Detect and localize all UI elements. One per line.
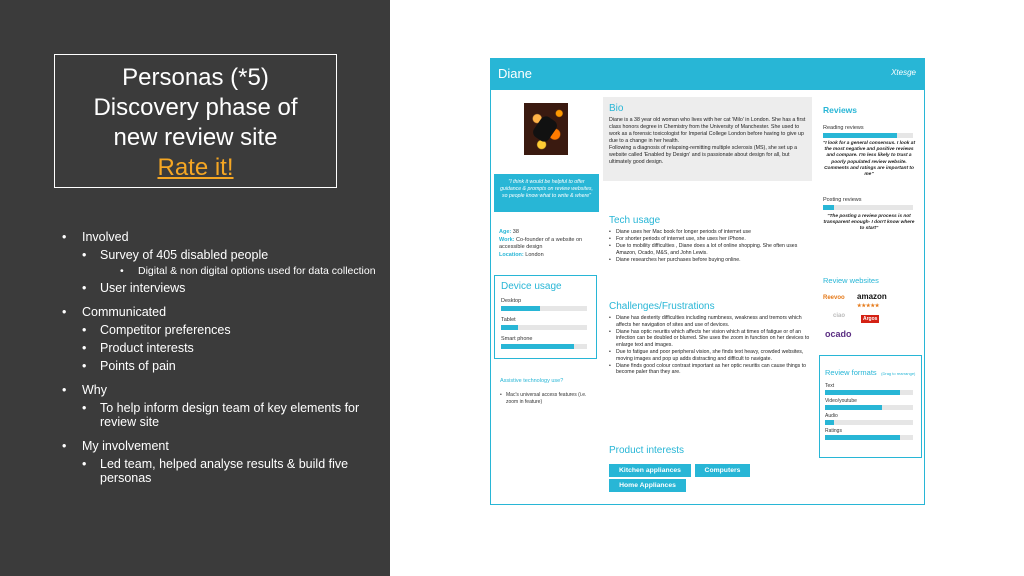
amazon-logo: amazon xyxy=(857,292,887,301)
bio-paragraph-1: Diane is a 38 year old woman who lives with her cat 'Milo' in London. She has a first class honors degree in Chemistry from the University of Manchester. She used to work as a forensic toxicologist for Imperial College London before having to give up due to a change in her health. xyxy=(609,117,806,144)
assistive-item: • Mac's universal access features (i.e. zoom in feature) xyxy=(500,392,600,405)
review-websites-title: Review websites xyxy=(823,276,879,285)
bullet-communicated: • Communicated xyxy=(62,305,382,319)
bullet-survey: • Survey of 405 disabled people xyxy=(62,248,382,262)
reevoo-logo: Reevoo xyxy=(823,295,845,301)
reading-reviews-quote: "I look for a general consensus. I look at the most negative and positive reviews and compare. I'm less likely to trust a poorly populated review website. Comments and ratings are important to me" xyxy=(822,141,916,178)
brand-logo: Xtesge xyxy=(891,68,916,77)
challenge-item: • Diane finds good colour contrast important as her optic neuritis can cause things to become paler than they are. xyxy=(609,363,814,376)
device-usage-box xyxy=(494,275,597,359)
device-fill-desktop xyxy=(501,306,540,311)
work-label: Work: xyxy=(499,236,515,243)
device-usage-title: Device usage xyxy=(501,281,562,292)
format-fill-text xyxy=(825,390,900,395)
tech-item: • Due to mobility difficulties , Diane does a lot of online shopping. She often uses Amazon, Ocado, M&S, and John Lewis. xyxy=(609,243,814,256)
tech-item: • Diane uses her Mac book for longer periods of internet use xyxy=(609,229,814,236)
format-label-audio: Audio xyxy=(825,413,838,419)
challenge-item: • Due to fatigue and poor peripheral vision, she finds text heavy, crowded websites, moving images and pop up adds distracting and difficult to navigate. xyxy=(609,349,814,362)
persona-card xyxy=(490,58,925,505)
posting-reviews-label: Posting reviews xyxy=(823,197,862,203)
challenges-list xyxy=(609,315,814,376)
location-value: London xyxy=(525,251,544,258)
format-bar-ratings[interactable] xyxy=(825,435,913,440)
bio-paragraph-2: Following a diagnosis of relapsing-remitting multiple sclerosis (MS), she set up a website called 'Enabled by Design' and is passionate about design for all, but ultimately good design. xyxy=(609,145,798,165)
location-label: Location: xyxy=(499,251,524,258)
age-value: 38 xyxy=(512,229,519,235)
device-fill-smartphone xyxy=(501,344,574,349)
persona-photo xyxy=(524,103,568,155)
device-fill-tablet xyxy=(501,325,518,330)
reading-reviews-bar xyxy=(823,133,913,138)
review-formats-title: Review formats xyxy=(825,368,877,377)
bullet-involved: • Involved xyxy=(62,230,382,244)
bullet-digital: • Digital & non digital options used for data collection xyxy=(62,265,382,277)
bullet-inform: • To help inform design team of key elements for review site xyxy=(62,401,382,429)
device-label-tablet: Tablet xyxy=(501,317,516,323)
challenge-item: • Diane has optic neuritis which affects her vision which at times of fatigue or of an infection can be doubled or blurred. She uses the zoom in function on her devices to enlarge text and images. xyxy=(609,329,814,349)
review-formats-box xyxy=(819,355,922,458)
review-formats-sub: (Drag to rearrange) xyxy=(881,371,916,376)
bullet-pain: • Points of pain xyxy=(62,359,382,373)
device-bar-tablet xyxy=(501,325,587,330)
reviews-title: Reviews xyxy=(823,105,858,115)
assistive-title: Assistive technology use? xyxy=(500,378,564,384)
product-interests-title: Product interests xyxy=(609,445,685,456)
title-line-2: Discovery phase of xyxy=(93,94,298,121)
stars-logo: ★★★★★ xyxy=(857,303,880,309)
device-bar-smartphone xyxy=(501,344,587,349)
bio-box xyxy=(603,97,812,181)
posting-reviews-bar xyxy=(823,205,913,210)
format-label-video: Video/youtube xyxy=(825,398,857,404)
format-bar-audio[interactable] xyxy=(825,420,913,425)
device-bar-desktop xyxy=(501,306,587,311)
bullet-why: • Why xyxy=(62,383,382,397)
format-fill-video xyxy=(825,405,882,410)
persona-quote: "I think it would be helpful to offer guidance & prompts on review websites, so people know what to write & where" xyxy=(494,174,599,212)
persona-name: Diane xyxy=(498,66,532,81)
format-bar-video[interactable] xyxy=(825,405,913,410)
persona-info xyxy=(499,229,599,259)
persona-header xyxy=(491,59,924,90)
format-fill-ratings xyxy=(825,435,900,440)
ocado-logo: ocado xyxy=(825,329,852,339)
posting-reviews-quote: "The posting a review process is not transparent enough- I don't know where to start" xyxy=(823,214,915,232)
interest-kitchen-appliances: Kitchen appliances xyxy=(609,464,691,477)
posting-reviews-fill xyxy=(823,205,834,210)
ciao-logo: ciao xyxy=(833,313,846,319)
format-bar-text[interactable] xyxy=(825,390,913,395)
rate-it-link[interactable]: Rate it! xyxy=(157,154,234,181)
bullet-list xyxy=(62,224,382,485)
tech-usage-list xyxy=(609,229,814,264)
tech-item: • Diane researches her purchases before buying online. xyxy=(609,257,814,264)
device-label-desktop: Desktop xyxy=(501,298,522,304)
format-fill-audio xyxy=(825,420,834,425)
interest-computers: Computers xyxy=(695,464,750,477)
bullet-my-involvement: • My involvement xyxy=(62,439,382,453)
format-label-text: Text xyxy=(825,383,835,389)
challenges-title: Challenges/Frustrations xyxy=(609,301,715,312)
format-label-ratings: Ratings xyxy=(825,428,842,434)
tech-item: • For shorter periods of internet use, she uses her iPhone. xyxy=(609,236,814,243)
title-line-1: Personas (*5) xyxy=(122,64,269,91)
age-label: Age: xyxy=(499,229,512,235)
reading-reviews-fill xyxy=(823,133,897,138)
bullet-led: • Led team, helped analyse results & build five personas xyxy=(62,457,382,485)
reading-reviews-label: Reading reviews xyxy=(823,125,864,131)
interest-home-appliances: Home Appliances xyxy=(609,479,686,492)
bullet-competitor: • Competitor preferences xyxy=(62,323,382,337)
device-label-smartphone: Smart phone xyxy=(501,336,533,342)
slide-title-box xyxy=(54,54,337,188)
left-panel xyxy=(0,0,390,576)
tech-usage-title: Tech usage xyxy=(609,215,661,226)
bullet-product: • Product interests xyxy=(62,341,382,355)
argos-logo: Argos xyxy=(863,316,878,322)
work-value: Co-founder of a website on accessible design xyxy=(499,236,583,250)
title-line-3: new review site xyxy=(113,124,278,151)
bio-title: Bio xyxy=(609,103,624,114)
bullet-interviews: • User interviews xyxy=(62,281,382,295)
challenge-item: • Diane has dexterity difficulties including numbness, weakness and tremors which affects her navigation of sites and use of devices. xyxy=(609,315,814,328)
